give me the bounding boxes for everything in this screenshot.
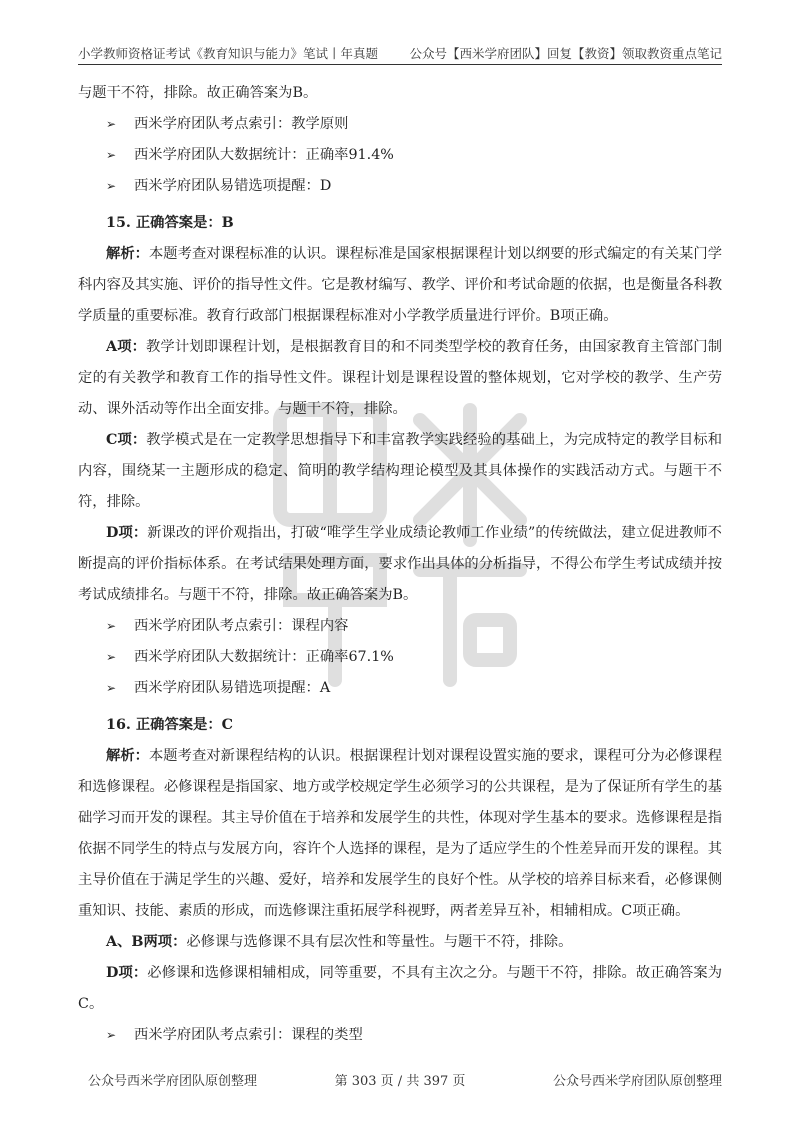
q15-analysis: 解析：本题考查对课程标准的认识。课程标准是国家根据课程计划以纲要的形式编定的有关某门学科内容及其实施、评价的指导性文件。它是教材编写、教学、评价和考试命题的依据，也是衡量各科教学质量的重要标准。教育行政部门根据课程标准对小学教学质量进行评价。B项正确。 bbox=[78, 246, 723, 324]
header-left: 小学教师资格证考试《教育知识与能力》笔试丨年真题 bbox=[78, 46, 379, 61]
q15-option-d: D项：新课改的评价观指出，打破“唯学生学业成绩论教师工作业绩”的传统做法，建立促进教师不断提高的评价指标体系。在考试结果处理方面，要求作出具体的分析指导，不得公布学生考试成绩并按考试成绩排名。与题干不符，排除。故正确答案为B。 bbox=[78, 525, 722, 603]
q16-option-d: D项：必修课和选修课相辅相成，同等重要，不具有主次之分。与题干不符，排除。故正确答案为C。 bbox=[78, 965, 722, 1012]
page-header bbox=[78, 40, 722, 65]
footer-right: 公众号西米学府团队原创整理 bbox=[552, 1074, 722, 1089]
list-item: ➢ 西米学府团队易错选项提醒：D bbox=[106, 171, 722, 202]
question-16-title: 16. 正确答案是：C bbox=[106, 717, 234, 733]
list-item: ➢ 西米学府团队考点索引：教学原则 bbox=[106, 109, 722, 140]
list-item: ➢ 西米学府团队易错选项提醒：A bbox=[106, 673, 722, 704]
continuation-text: 与题干不符，排除。故正确答案为B。 bbox=[78, 85, 318, 101]
page-content bbox=[78, 78, 722, 1051]
arrow-bullet-icon: ➢ bbox=[106, 148, 117, 162]
arrow-bullet-icon: ➢ bbox=[106, 1028, 117, 1042]
header-right: 公众号【西米学府团队】回复【教资】领取教资重点笔记 bbox=[409, 46, 722, 61]
q15-option-c: C项：教学模式是在一定教学思想指导下和丰富教学实践经验的基础上，为完成特定的教学目标和内容，围绕某一主题形成的稳定、简明的教学结构理论模型及其具体操作的实践活动方式。与题干不符，排除。 bbox=[78, 432, 722, 510]
list-item: ➢ 西米学府团队大数据统计：正确率91.4% bbox=[106, 140, 722, 171]
question-15-title: 15. 正确答案是：B bbox=[106, 215, 234, 231]
q16-analysis: 解析：本题考查对新课程结构的认识。根据课程计划对课程设置实施的要求，课程可分为必修课程和选修课程。必修课程是指国家、地方或学校规定学生必须学习的公共课程，是为了保证所有学生的基础学习而开发的课程。其主导价值在于培养和发展学生的共性，体现对学生基本的要求。选修课程是指依据不同学生的特点与发展方向，容许个人选择的课程，是为了适应学生的个性差异而开发的课程。其主导价值在于满足学生的兴趣、爱好，培养和发展学生的良好个性。从学校的培养目标来看，必修课侧重知识、技能、素质的形成，而选修课注重拓展学科视野，两者差异互补，相辅相成。C项正确。 bbox=[78, 748, 723, 919]
list-item: ➢ 西米学府团队考点索引：课程内容 bbox=[106, 611, 722, 642]
arrow-bullet-icon: ➢ bbox=[106, 650, 117, 664]
list-item: ➢ 西米学府团队大数据统计：正确率67.1% bbox=[106, 642, 722, 673]
q16-option-ab: A、B两项：必修课与选修课不具有层次性和等量性。与题干不符，排除。 bbox=[106, 934, 573, 950]
arrow-bullet-icon: ➢ bbox=[106, 619, 117, 633]
arrow-bullet-icon: ➢ bbox=[106, 179, 117, 193]
list-item: ➢ 西米学府团队考点索引：课程的类型 bbox=[106, 1020, 722, 1051]
page-number: 第 303 页 / 共 397 页 bbox=[334, 1074, 466, 1089]
arrow-bullet-icon: ➢ bbox=[106, 681, 117, 695]
q15-option-a: A项：教学计划即课程计划，是根据教育目的和不同类型学校的教育任务，由国家教育主管部门制定的有关教学和教育工作的指导性文件。课程计划是课程设置的整体规划，它对学校的教学、生产劳动、课外活动等作出全面安排。与题干不符，排除。 bbox=[78, 339, 723, 417]
arrow-bullet-icon: ➢ bbox=[106, 117, 117, 131]
footer-left: 公众号西米学府团队原创整理 bbox=[88, 1074, 258, 1089]
